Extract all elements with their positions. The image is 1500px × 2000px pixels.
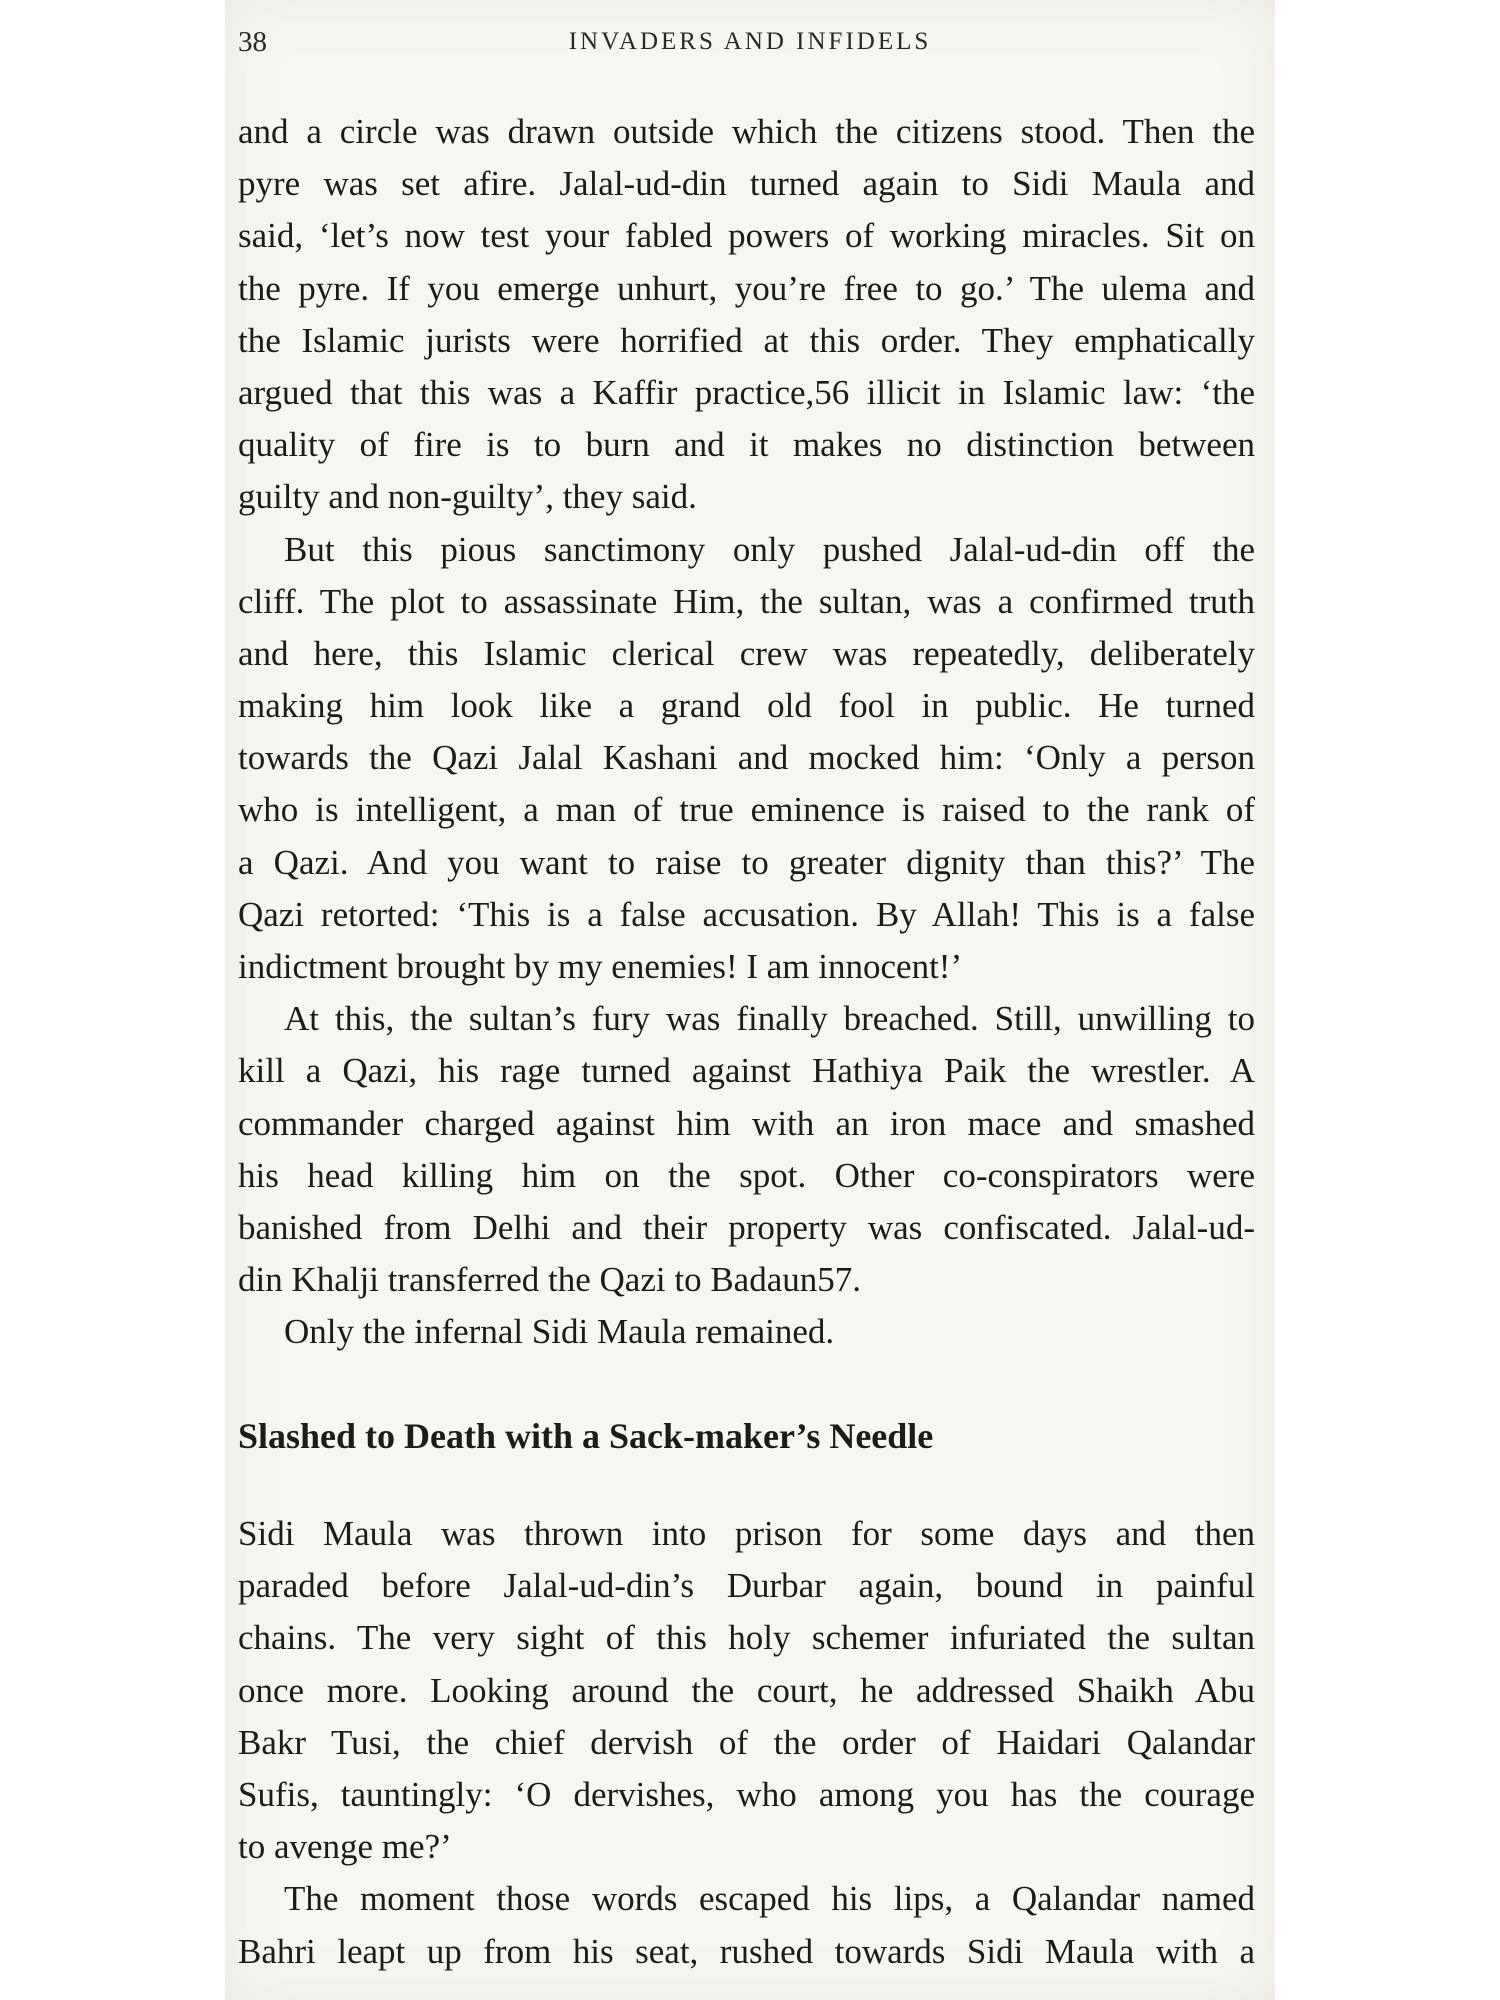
- text-line: cliff. The plot to assassinate Him, the sultan, was a confirmed truth: [238, 581, 1255, 621]
- text-line: making him look like a grand old fool in public. He turned: [238, 686, 1255, 726]
- text-line: quality of fire is to burn and it makes no distinction between: [238, 425, 1255, 465]
- text-line: Only the infernal Sidi Maula remained.: [284, 1312, 835, 1352]
- text-line: who is intelligent, a man of true eminence is raised to the rank of: [238, 790, 1255, 830]
- text-line: argued that this was a Kaffir practice,56 illicit in Islamic law: ‘the: [238, 372, 1255, 412]
- running-title: INVADERS AND INFIDELS: [568, 28, 932, 55]
- text-line: a Qazi. And you want to raise to greater dignity than this?’ The: [238, 842, 1255, 882]
- text-line: the pyre. If you emerge unhurt, you’re free to go.’ The ulema and: [238, 268, 1255, 308]
- page-number: 38: [238, 26, 267, 58]
- text-line: banished from Delhi and their property was confiscated. Jalal-ud-: [238, 1207, 1255, 1247]
- text-line: the Islamic jurists were horrified at this order. They emphatically: [238, 320, 1255, 360]
- text-line: and here, this Islamic clerical crew was repeatedly, deliberately: [238, 633, 1255, 673]
- text-line: Sufis, tauntingly: ‘O dervishes, who among you has the courage: [238, 1774, 1255, 1814]
- text-line: pyre was set afire. Jalal-ud-din turned again to Sidi Maula and: [238, 164, 1255, 204]
- section-heading: Slashed to Death with a Sack-maker’s Needle: [238, 1416, 934, 1456]
- text-line: Sidi Maula was thrown into prison for some days and then: [238, 1514, 1255, 1553]
- running-header: [225, 22, 1275, 62]
- book-page: [225, 0, 1275, 2000]
- text-line: kill a Qazi, his rage turned against Hathiya Paik the wrestler. A: [238, 1051, 1255, 1091]
- text-line: At this, the sultan’s fury was finally breached. Still, unwilling to: [284, 999, 1255, 1039]
- text-line: The moment those words escaped his lips, a Qalandar named: [284, 1879, 1255, 1919]
- text-line: his head killing him on the spot. Other co-conspirators were: [238, 1155, 1255, 1195]
- text-line: guilty and non-guilty’, they said.: [238, 477, 697, 517]
- text-line: to avenge me?’: [238, 1827, 452, 1867]
- text-line: commander charged against him with an iron mace and smashed: [238, 1103, 1255, 1143]
- text-line: paraded before Jalal-ud-din’s Durbar again, bound in painful: [238, 1566, 1255, 1606]
- text-line: din Khalji transferred the Qazi to Badaun57.: [238, 1260, 861, 1300]
- text-line: chains. The very sight of this holy schemer infuriated the sultan: [238, 1618, 1255, 1658]
- text-line: and a circle was drawn outside which the citizens stood. Then the: [238, 112, 1255, 151]
- text-line: Bahri leapt up from his seat, rushed towards Sidi Maula with a: [238, 1931, 1255, 1971]
- body-text-block-2: [238, 1508, 1255, 1978]
- text-line: once more. Looking around the court, he addressed Shaikh Abu: [238, 1670, 1255, 1710]
- text-line: towards the Qazi Jalal Kashani and mocked him: ‘Only a person: [238, 738, 1255, 778]
- text-line: But this pious sanctimony only pushed Jalal-ud-din off the: [284, 529, 1255, 569]
- text-line: Bakr Tusi, the chief dervish of the order of Haidari Qalandar: [238, 1722, 1255, 1762]
- text-line: Qazi retorted: ‘This is a false accusation. By Allah! This is a false: [238, 894, 1255, 934]
- text-line: said, ‘let’s now test your fabled powers of working miracles. Sit on: [238, 216, 1255, 256]
- body-text-block-1: [238, 106, 1255, 1359]
- text-line: indictment brought by my enemies! I am innocent!’: [238, 947, 963, 986]
